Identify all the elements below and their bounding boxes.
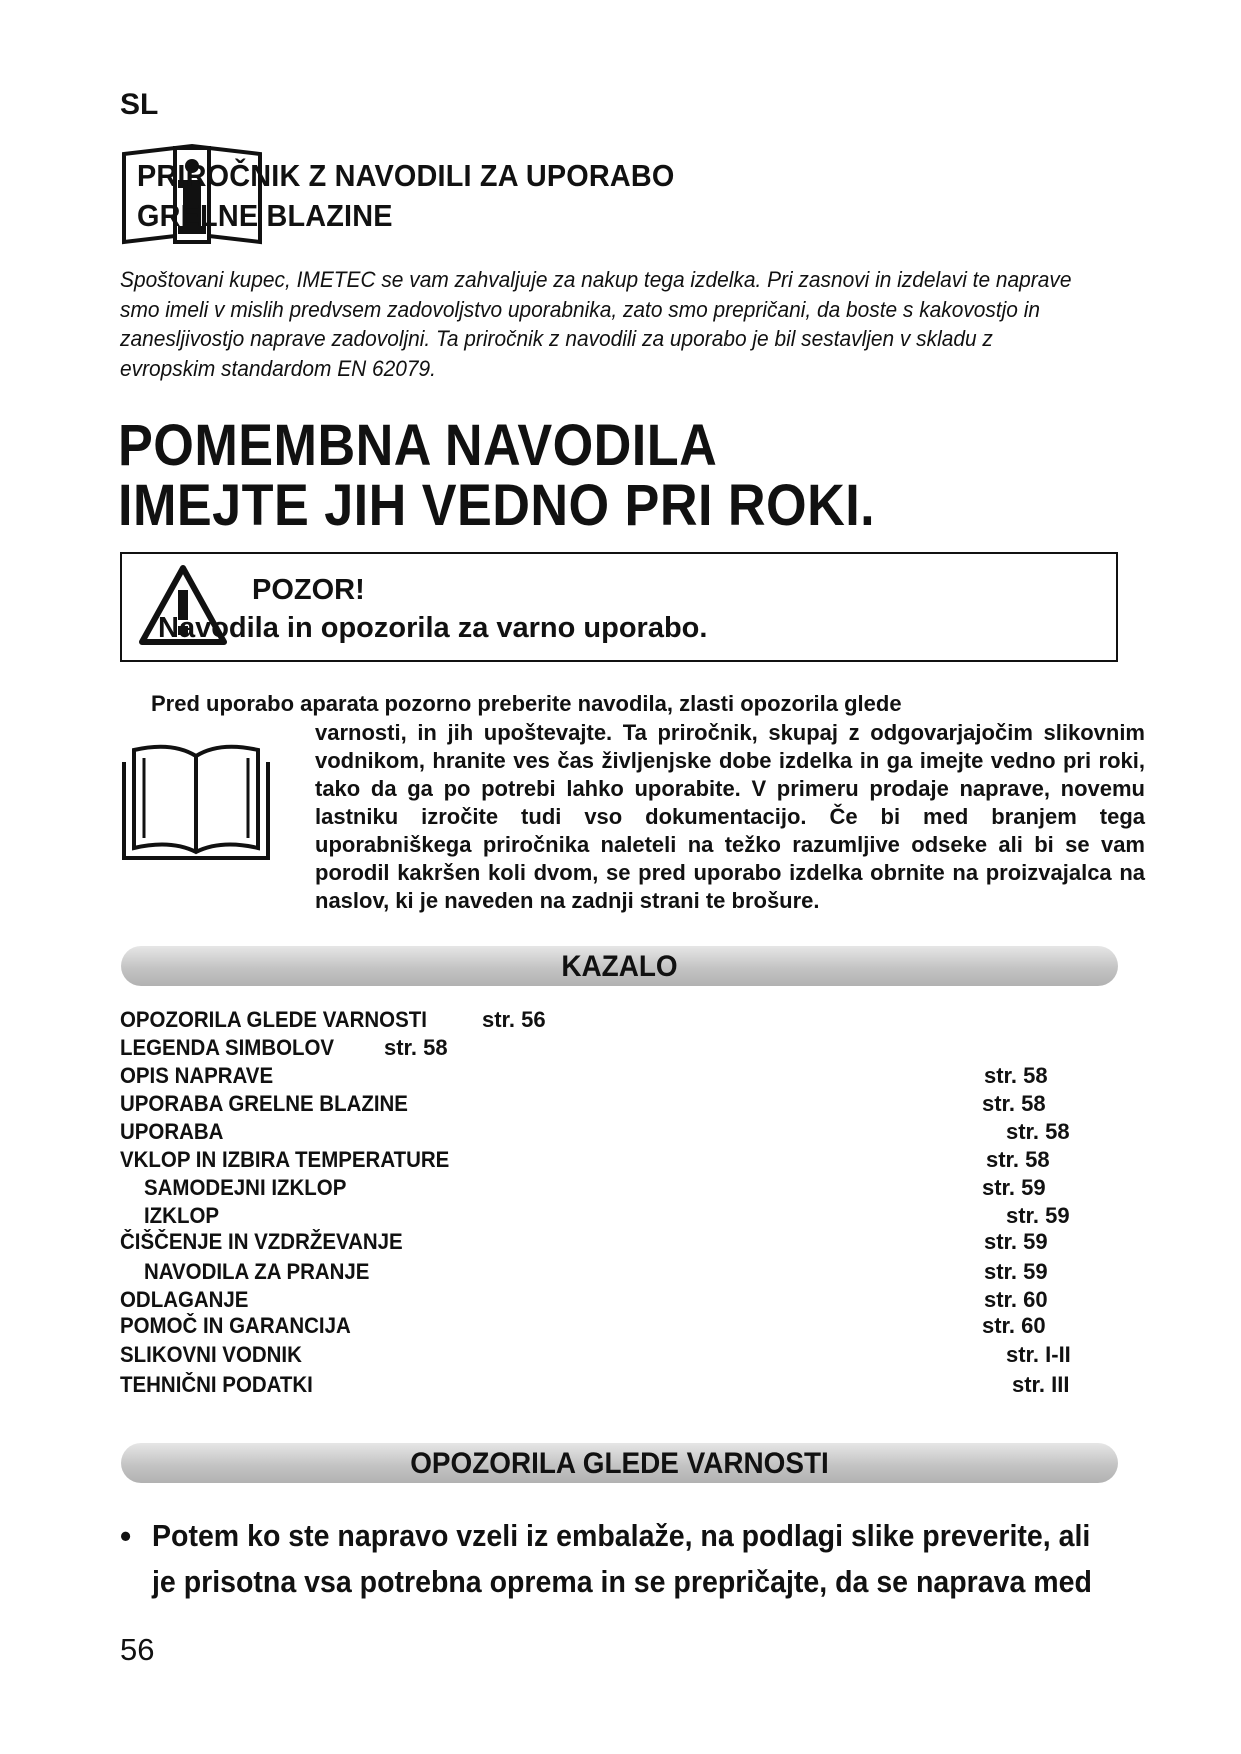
page-number: 56 [120,1632,155,1667]
safety-bullet-line1: Potem ko ste napravo vzeli iz embalaže, na podlagi slike preverite, ali [152,1518,1091,1553]
toc-entry-page: str. 56 [482,1007,546,1032]
important-heading-line2: IMEJTE JIH VEDNO PRI ROKI. [118,473,876,538]
toc-entry-page: str. 59 [984,1229,1048,1254]
toc-entry-page: str. 60 [982,1313,1046,1338]
language-code: SL [120,88,159,121]
safety-section-bar [121,1443,1118,1483]
warning-text: Navodila in opozorila za varno uporabo. [158,612,708,644]
manual-title-line2: GRELNE BLAZINE [137,198,393,233]
toc-entry-label: POMOČ IN GARANCIJA [120,1313,351,1338]
toc-section-bar [121,946,1118,986]
warning-box [120,552,1118,662]
toc-entry-page: str. I-II [1006,1342,1071,1367]
toc-entry-label: ČIŠČENJE IN VZDRŽEVANJE [120,1229,403,1254]
toc-entry-label: VKLOP IN IZBIRA TEMPERATURE [120,1147,450,1172]
toc-entry-page: str. 58 [384,1035,448,1060]
toc-entry-page: str. 59 [1006,1203,1070,1228]
toc-entry-label: SAMODEJNI IZKLOP [144,1175,347,1200]
toc-entry-label: OPIS NAPRAVE [120,1063,274,1088]
intro-paragraph: Spoštovani kupec, IMETEC se vam zahvaljuje za nakup tega izdelka. Pri zasnovi in izdelavi te naprave smo imeli v mislih predvsem zadovoljstvo uporabnika, zato smo prepričani, da boste s kakovostjo in zanesljivostjo naprave zadovoljni. Ta priročnik z navodili za uporabo je bil sestavljen v skladu z evropskim standardom EN 62079. [120,267,1072,381]
toc-entry-label: TEHNIČNI PODATKI [120,1372,313,1397]
toc-entry-label: ODLAGANJE [120,1287,249,1312]
toc-entry-page: str. 59 [982,1175,1046,1200]
toc-entry-label: OPOZORILA GLEDE VARNOSTI [120,1007,427,1032]
open-book-icon [120,742,272,864]
toc-entry-page: str. 60 [984,1287,1048,1312]
toc-entry-page: str. 58 [1006,1119,1070,1144]
toc-entry-label: NAVODILA ZA PRANJE [144,1259,370,1284]
toc-entry-label: SLIKOVNI VODNIK [120,1342,302,1367]
toc-entry-page: str. 58 [984,1063,1048,1088]
toc-title: KAZALO [561,950,678,983]
warning-title: POZOR! [252,574,365,606]
toc-entry-label: LEGENDA SIMBOLOV [120,1035,335,1060]
toc-entry-label: IZKLOP [144,1203,220,1228]
important-heading-line1: POMEMBNA NAVODILA [118,413,718,478]
toc-entry-page: str. III [1012,1372,1070,1397]
manual-title-line1: PRIROČNIK Z NAVODILI ZA UPORABO [137,158,675,193]
toc-entry-page: str. 58 [986,1147,1050,1172]
toc-entry-page: str. 58 [982,1091,1046,1116]
bullet-marker: • [120,1518,132,1554]
read-notice-body: varnosti, in jih upoštevajte. Ta priročnik, skupaj z odgovarjajočim slikovnim vodnikom, hranite ves čas življenjske dobe izdelka in ga imejte vedno pri roki, tako da ga po potrebi lahko uporabite. V primeru prodaje naprave, novemu lastniku izročite tudi vso dokumentacijo. Če bi med branjem tega uporabniškega priročnika naleteli na težko razumljive odseke ali bi se vam porodil kakršen koli dvom, se pred uporabo izdelka obrnite na proizvajalca na naslov, ki je naveden na zadnji strani te brošure. [315,720,1145,913]
safety-bullet-line2: je prisotna vsa potrebna oprema in se prepričajte, da se naprava med [152,1564,1092,1599]
toc-entry-label: UPORABA [120,1119,224,1144]
toc-entry-label: UPORABA GRELNE BLAZINE [120,1091,408,1116]
read-notice-lead: Pred uporabo aparata pozorno preberite navodila, zlasti opozorila glede [151,691,902,716]
toc-entry-page: str. 59 [984,1259,1048,1284]
safety-title: OPOZORILA GLEDE VARNOSTI [410,1447,829,1480]
